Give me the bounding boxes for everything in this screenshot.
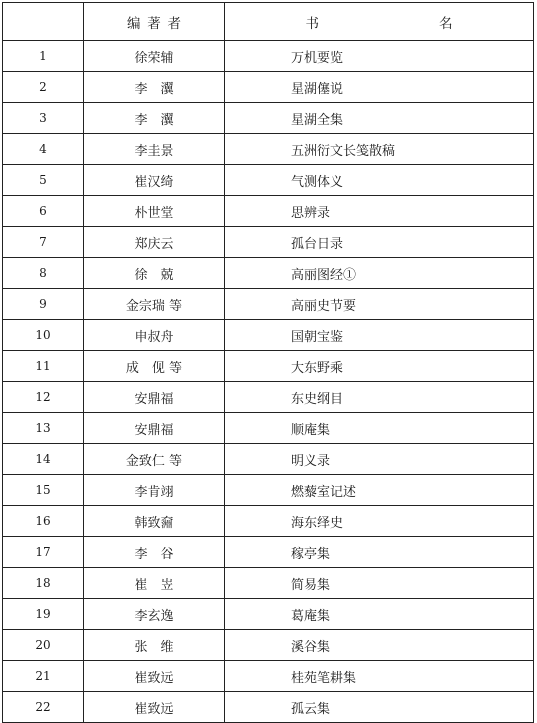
row-number: 12 [3,382,84,413]
row-number: 10 [3,320,84,351]
table-row [3,289,534,320]
row-author: 韩致奫 [84,506,225,537]
row-author: 李圭景 [84,134,225,165]
row-number: 11 [3,351,84,382]
table-row [3,537,534,568]
table-row [3,506,534,537]
row-book-title: 燃藜室记述 [225,475,534,506]
row-number: 15 [3,475,84,506]
row-number: 20 [3,630,84,661]
header-title-right: 名 [439,15,453,32]
table-row [3,41,534,72]
row-author: 崔致远 [84,661,225,692]
row-book-title: 稼亭集 [225,537,534,568]
row-author: 李 瀷 [84,72,225,103]
row-book-title: 气测体义 [225,165,534,196]
book-list-table-container [2,2,533,720]
row-author: 徐荣辅 [84,41,225,72]
row-number: 18 [3,568,84,599]
row-number: 4 [3,134,84,165]
row-number: 3 [3,103,84,134]
header-title-left: 书 [305,15,319,32]
table-body [3,41,534,723]
row-book-title: 星湖全集 [225,103,534,134]
row-number: 22 [3,692,84,723]
table-row [3,196,534,227]
row-author: 金致仁 等 [84,444,225,475]
row-number: 9 [3,289,84,320]
table-row [3,72,534,103]
row-author: 安鼎福 [84,382,225,413]
row-author: 李肯翊 [84,475,225,506]
table-row [3,444,534,475]
row-book-title: 海东绎史 [225,506,534,537]
table-row [3,103,534,134]
table-row [3,227,534,258]
row-number: 16 [3,506,84,537]
row-author: 金宗瑞 等 [84,289,225,320]
row-book-title: 顺庵集 [225,413,534,444]
row-author: 李玄逸 [84,599,225,630]
row-author: 安鼎福 [84,413,225,444]
table-row [3,258,534,289]
row-book-title: 葛庵集 [225,599,534,630]
row-number: 5 [3,165,84,196]
row-author: 崔致远 [84,692,225,723]
row-book-title: 孤云集 [225,692,534,723]
row-number: 2 [3,72,84,103]
row-author: 李 谷 [84,537,225,568]
row-book-title: 思辨录 [225,196,534,227]
row-book-title: 万机要览 [225,41,534,72]
row-book-title: 东史纲目 [225,382,534,413]
row-number: 1 [3,41,84,72]
row-book-title: 明义录 [225,444,534,475]
row-number: 17 [3,537,84,568]
row-number: 8 [3,258,84,289]
row-author: 成 伣 等 [84,351,225,382]
row-book-title: 桂苑笔耕集 [225,661,534,692]
header-title [225,3,534,41]
table-row [3,661,534,692]
row-book-title: 星湖僿说 [225,72,534,103]
row-number: 14 [3,444,84,475]
row-book-title: 高丽图经① [225,258,534,289]
header-author: 编著者 [84,3,225,41]
row-author: 张 维 [84,630,225,661]
book-list-table [2,2,534,723]
row-author: 申叔舟 [84,320,225,351]
table-row [3,599,534,630]
table-row [3,692,534,723]
row-number: 7 [3,227,84,258]
row-number: 21 [3,661,84,692]
row-number: 19 [3,599,84,630]
row-book-title: 五洲衍文长笺散稿 [225,134,534,165]
row-author: 崔汉绮 [84,165,225,196]
table-header [3,3,534,41]
row-number: 13 [3,413,84,444]
row-author: 李 瀷 [84,103,225,134]
row-book-title: 大东野乘 [225,351,534,382]
table-row [3,630,534,661]
row-author: 崔 岦 [84,568,225,599]
table-row [3,475,534,506]
row-author: 朴世堂 [84,196,225,227]
row-author: 郑庆云 [84,227,225,258]
header-index [3,3,84,41]
table-row [3,165,534,196]
row-book-title: 简易集 [225,568,534,599]
table-row [3,351,534,382]
header-row [3,3,534,41]
table-row [3,320,534,351]
table-row [3,568,534,599]
row-book-title: 孤台日录 [225,227,534,258]
row-author: 徐 兢 [84,258,225,289]
row-book-title: 溪谷集 [225,630,534,661]
row-book-title: 国朝宝鉴 [225,320,534,351]
row-number: 6 [3,196,84,227]
table-row [3,382,534,413]
table-row [3,413,534,444]
table-row [3,134,534,165]
row-book-title: 高丽史节要 [225,289,534,320]
